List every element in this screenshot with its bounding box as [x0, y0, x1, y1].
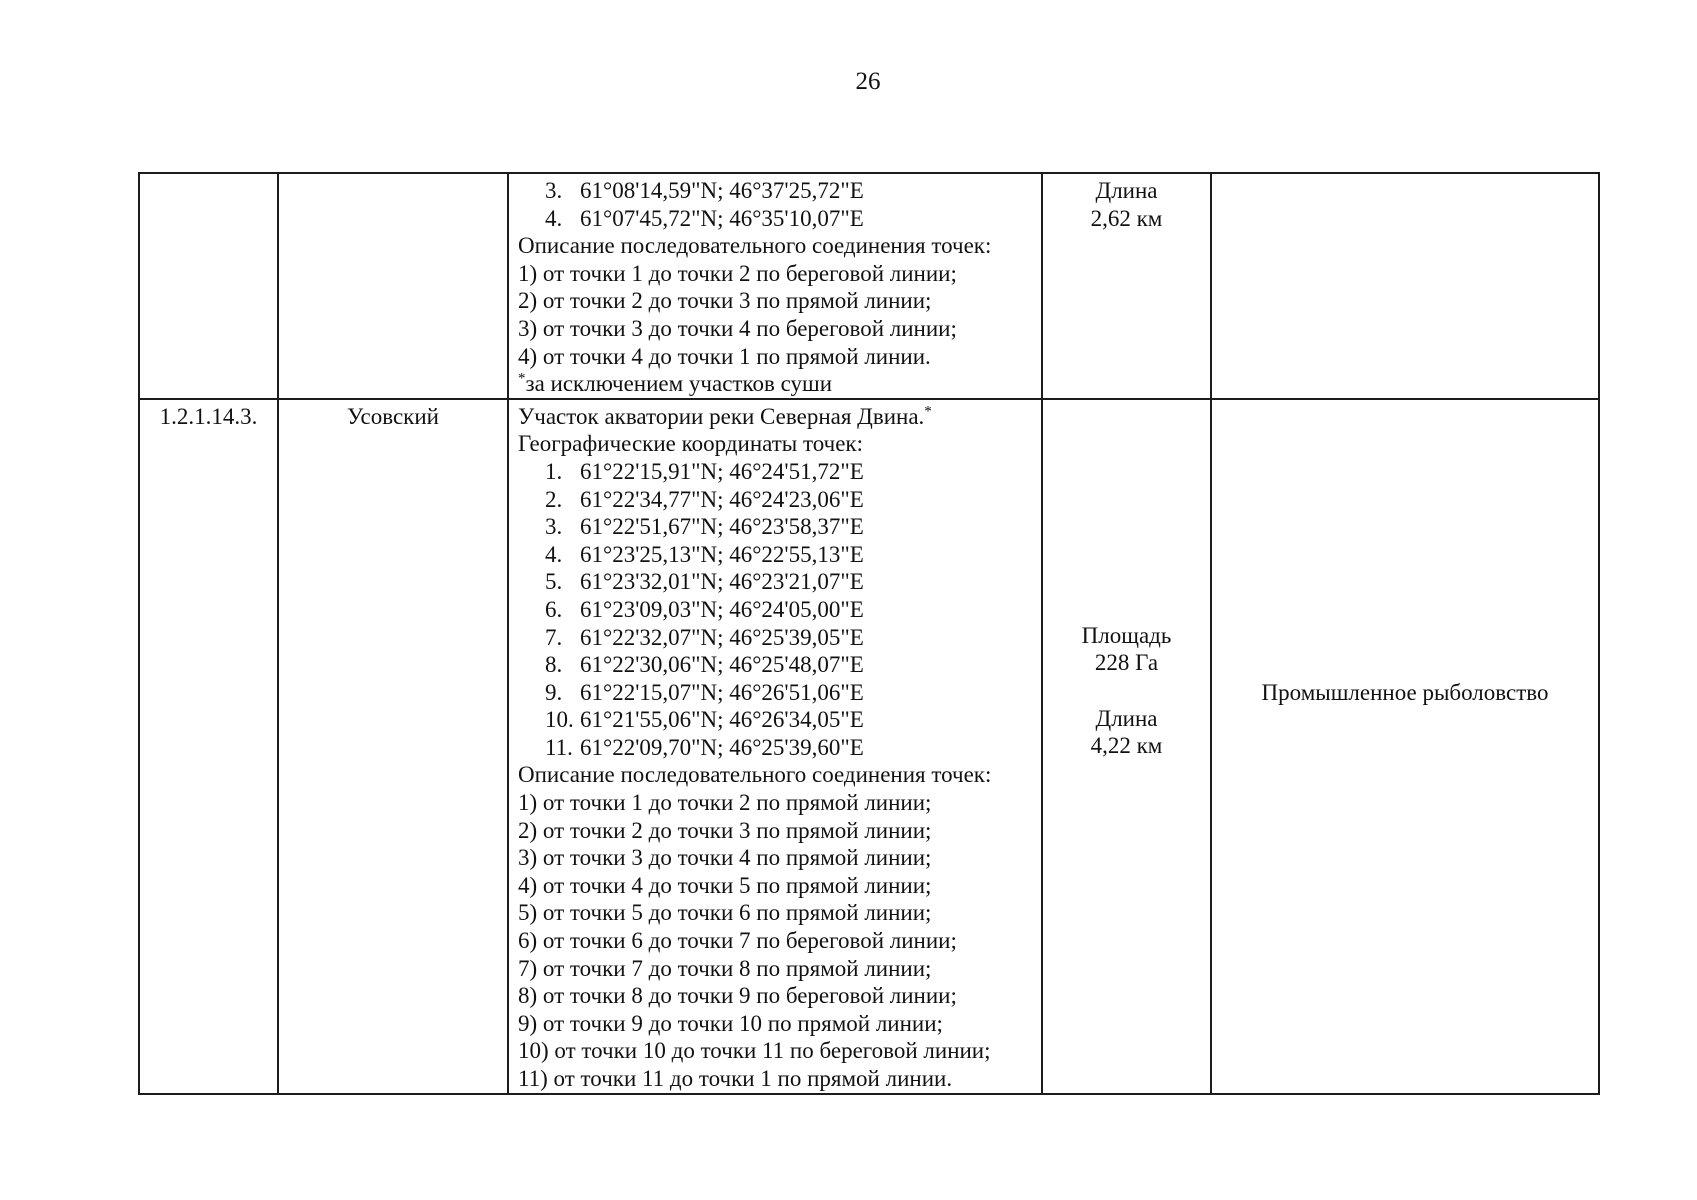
footnote-mark: * — [924, 403, 932, 420]
cell-description — [508, 173, 1042, 399]
coordinate-value: 61°22'15,07"N; 46°26'51,06"E — [580, 679, 864, 705]
spacer — [1043, 677, 1210, 705]
area-value: 228 Га — [1094, 650, 1159, 676]
coordinate-value: 61°07'45,72"N; 46°35'10,07"E — [580, 205, 864, 231]
connection-line: 1) от точки 1 до точки 2 по береговой линии; — [518, 260, 957, 286]
coordinate-line — [518, 541, 1037, 569]
connection-line: 5) от точки 5 до точки 6 по прямой линии; — [518, 900, 932, 926]
connection-line: 4) от точки 4 до точки 5 по прямой линии; — [518, 872, 932, 898]
connection-line: 9) от точки 9 до точки 10 по прямой линии; — [518, 1010, 943, 1036]
coordinate-value: 61°23'32,01"N; 46°23'21,07"E — [580, 569, 864, 595]
coordinate-value: 61°22'09,70"N; 46°25'39,60"E — [580, 734, 864, 760]
section-number: 1.2.1.14.3. — [159, 403, 258, 429]
description-title-text: Участок акватории реки Северная Двина. — [518, 403, 925, 429]
coordinate-number: 4. — [545, 541, 563, 567]
coordinate-value: 61°22'34,77"N; 46°24'23,06"E — [580, 486, 864, 512]
table-row-continuation — [139, 173, 1599, 399]
footnote-line — [518, 370, 1037, 398]
coordinate-line — [518, 734, 1037, 762]
cell-usage — [1211, 173, 1599, 399]
coordinate-value: 61°22'51,67"N; 46°23'58,37"E — [580, 514, 864, 540]
coordinate-line — [518, 679, 1037, 707]
description-title — [518, 403, 1037, 431]
coordinate-line — [518, 568, 1037, 596]
coordinate-number: 8. — [545, 652, 563, 678]
table-row-usovsky — [139, 399, 1599, 1094]
cell-description — [508, 399, 1042, 1094]
coordinate-value: 61°22'30,06"N; 46°25'48,07"E — [580, 652, 864, 678]
connection-line: 2) от точки 2 до точки 3 по прямой линии; — [518, 817, 932, 843]
coordinate-number: 10. — [545, 707, 574, 733]
area-name: Усовский — [347, 403, 439, 429]
footnote-text: за исключением участков суши — [525, 371, 833, 397]
connection-line: 4) от точки 4 до точки 1 по прямой линии. — [518, 343, 931, 369]
cell-usage — [1211, 399, 1599, 1094]
connection-line: 3) от точки 3 до точки 4 по прямой линии; — [518, 845, 932, 871]
cell-measures — [1042, 173, 1211, 399]
coordinate-line — [518, 706, 1037, 734]
connection-line: 11) от точки 11 до точки 1 по прямой линии. — [518, 1066, 953, 1091]
connection-line: 10) от точки 10 до точки 11 по береговой линии; — [518, 1038, 991, 1064]
length-label: Длина — [1095, 705, 1158, 731]
coordinate-line — [518, 486, 1037, 514]
connection-line: 3) от точки 3 до точки 4 по береговой линии; — [518, 315, 957, 341]
length-value: 2,62 км — [1090, 205, 1163, 231]
coordinate-line — [518, 596, 1037, 624]
coordinates-title: Географические координаты точек: — [518, 431, 863, 457]
footnote-mark: * — [518, 370, 526, 387]
fishing-areas-table — [138, 172, 1600, 1095]
coordinate-value: 61°21'55,06"N; 46°26'34,05"E — [580, 707, 864, 733]
coordinate-number: 6. — [545, 596, 563, 622]
coordinate-line — [518, 177, 1037, 205]
coordinate-value: 61°23'09,03"N; 46°24'05,00"E — [580, 596, 864, 622]
coordinate-number: 4. — [545, 205, 563, 231]
coordinate-number: 1. — [545, 458, 563, 484]
coordinate-number: 2. — [545, 486, 563, 512]
coordinate-number: 7. — [545, 624, 563, 650]
coordinate-value: 61°23'25,13"N; 46°22'55,13"E — [580, 541, 864, 567]
connection-line: 6) от точки 6 до точки 7 по береговой линии; — [518, 928, 957, 954]
coordinate-value: 61°22'32,07"N; 46°25'39,05"E — [580, 624, 864, 650]
area-label: Площадь — [1081, 622, 1172, 648]
coordinate-line — [518, 624, 1037, 652]
coordinate-number: 3. — [545, 514, 563, 540]
connection-line: 7) от точки 7 до точки 8 по прямой линии; — [518, 955, 932, 981]
coordinate-number: 11. — [545, 734, 573, 760]
connections-title: Описание последовательного соединения точек: — [518, 233, 992, 259]
length-value: 4,22 км — [1090, 733, 1163, 759]
coordinate-line — [518, 205, 1037, 233]
connection-line: 8) от точки 8 до точки 9 по береговой линии; — [518, 983, 957, 1009]
cell-measures — [1042, 399, 1211, 1094]
coordinate-number: 5. — [545, 569, 563, 595]
usage-type: Промышленное рыболовство — [1261, 679, 1549, 705]
coordinate-line — [518, 651, 1037, 679]
page-number: 26 — [855, 68, 881, 95]
coordinate-number: 3. — [545, 178, 563, 203]
coordinate-line — [518, 513, 1037, 541]
coordinate-line — [518, 458, 1037, 486]
connection-line: 2) от точки 2 до точки 3 по прямой линии; — [518, 288, 932, 314]
cell-section-number — [139, 173, 278, 399]
cell-area-name — [278, 399, 508, 1094]
connections-title: Описание последовательного соединения точек: — [518, 762, 992, 788]
coordinate-number: 9. — [545, 679, 563, 705]
coordinate-value: 61°22'15,91"N; 46°24'51,72"E — [580, 458, 864, 484]
cell-area-name — [278, 173, 508, 399]
length-label: Длина — [1095, 178, 1158, 203]
connection-line: 1) от точки 1 до точки 2 по прямой линии; — [518, 790, 932, 816]
coordinate-value: 61°08'14,59"N; 46°37'25,72"E — [580, 178, 864, 203]
cell-section-number — [139, 399, 278, 1094]
